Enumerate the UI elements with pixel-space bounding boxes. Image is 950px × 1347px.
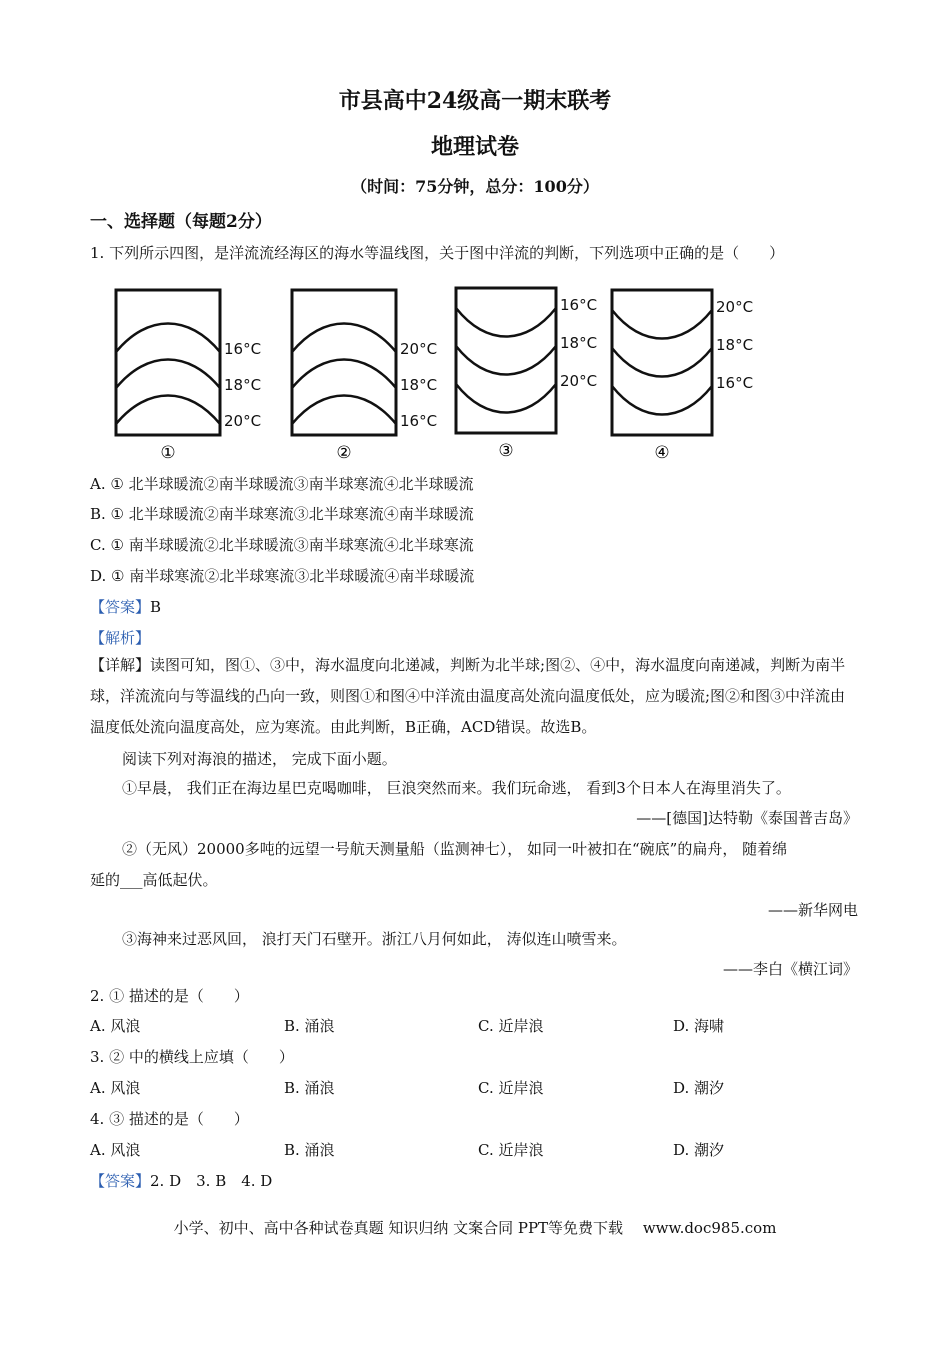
q4-option-a: A. 风浪: [90, 1141, 141, 1159]
figure-frame: [116, 290, 220, 435]
detail-tag: 【详解】: [90, 656, 151, 674]
isotherm-line: [456, 308, 556, 337]
q2-option-c: C. 近岸浪: [478, 1017, 544, 1035]
reading-p1-source: ——[德国]达特勒《泰国普吉岛》: [636, 809, 858, 827]
isotherm-figure-3: [456, 288, 597, 461]
isotherm-figure-1: [116, 290, 261, 462]
isotherm-line: [116, 396, 220, 425]
answer-tag: 【答案】: [90, 1172, 151, 1190]
answer-tag: 【答案】: [90, 598, 151, 616]
isotherm-figures: [110, 282, 770, 462]
temperature-label: 16°C: [716, 374, 754, 392]
q4-stem: 4. ③ 描述的是（ ）: [90, 1110, 249, 1128]
q1-stem: 1. 下列所示四图，是洋流流经海区的海水等温线图，关于图中洋流的判断，下列选项中正确的是（ ）: [90, 244, 785, 262]
q1-option-a: A. ① 北半球暖流②南半球暖流③南半球寒流④北半球暖流: [90, 475, 474, 493]
isotherm-line: [456, 346, 556, 375]
isotherm-line: [456, 384, 556, 413]
figure-number: ③: [498, 441, 514, 461]
answer-value: B: [150, 598, 162, 616]
reading-p2b: 延的___高低起伏。: [90, 871, 218, 889]
q2-option-d: D. 海啸: [673, 1017, 725, 1035]
q2-stem: 2. ① 描述的是（ ）: [90, 987, 249, 1005]
isotherm-line: [292, 324, 396, 353]
exam-meta: （时间：75分钟，总分：100分）: [351, 177, 599, 196]
isotherm-line: [116, 360, 220, 389]
q4-option-b: B. 涌浪: [284, 1141, 335, 1159]
temperature-label: 18°C: [716, 336, 754, 354]
q4-option-c: C. 近岸浪: [478, 1141, 544, 1159]
exam-title: 市县高中24级高一期末联考: [338, 88, 612, 114]
q1-option-d: D. ① 南半球寒流②北半球寒流③北半球暖流④南半球暖流: [90, 567, 475, 585]
isotherm-line: [612, 386, 712, 415]
q1-option-c: C. ① 南半球暖流②北半球暖流③南半球寒流④北半球寒流: [90, 536, 474, 554]
isotherm-figure-4: [612, 290, 753, 462]
temperature-label: 20°C: [560, 372, 598, 390]
q1-detail: [90, 650, 860, 743]
exam-subject: 地理试卷: [430, 134, 519, 160]
isotherm-line: [116, 324, 220, 353]
isotherm-line: [612, 348, 712, 377]
q1-answer: [90, 596, 161, 617]
temperature-label: 20°C: [716, 298, 754, 316]
q2-option-b: B. 涌浪: [284, 1017, 335, 1035]
q1-option-b: B. ① 北半球暖流②南半球寒流③北半球寒流④南半球暖流: [90, 505, 474, 523]
reading-p2a: ②（无风）20000多吨的远望一号航天测量船（监测神七）， 如同一叶被扣在“碗底”的扁舟， 随着绵: [122, 840, 788, 858]
temperature-label: 20°C: [224, 412, 262, 430]
q3-option-d: D. 潮汐: [673, 1079, 725, 1097]
temperature-label: 18°C: [224, 376, 262, 394]
temperature-label: 18°C: [560, 334, 598, 352]
temperature-label: 16°C: [560, 296, 598, 314]
isotherm-line: [292, 396, 396, 425]
q3-option-c: C. 近岸浪: [478, 1079, 544, 1097]
q3-option-b: B. 涌浪: [284, 1079, 335, 1097]
reading-p3: ③海神来过恶风回， 浪打天门石壁开。浙江八月何如此， 涛似连山喷雪来。: [122, 930, 627, 948]
q2-option-a: A. 风浪: [90, 1017, 141, 1035]
figure-number: ④: [654, 443, 670, 462]
reading-p3-source: ——李白《横江词》: [722, 960, 858, 978]
answer-values: 2. D 3. B 4. D: [150, 1172, 273, 1190]
figure-number: ①: [160, 443, 176, 462]
section-heading: 一、选择题（每题2分）: [90, 212, 272, 232]
temperature-label: 18°C: [400, 376, 438, 394]
q4-option-d: D. 潮汐: [673, 1141, 725, 1159]
detail-text: 读图可知，图①、③中，海水温度向北递减，判断为北半球;图②、④中，海水温度向南递减，判断为南半球，洋流流向与等温线的凸向一致，则图①和图④中洋流由温度高处流向温度低处，应为暖流;图②和图③中洋流由温度低处流向温度高处，应为寒流。由此判断，B正确，ACD错误。故选B。: [90, 656, 846, 736]
q3-option-a: A. 风浪: [90, 1079, 141, 1097]
figure-frame: [292, 290, 396, 435]
reading-p2-source: ——新华网电: [767, 901, 858, 919]
page-footer: 小学、初中、高中各种试卷真题 知识归纳 文案合同 PPT等免费下载 www.doc985.com: [173, 1219, 777, 1237]
isotherm-figure-2: [292, 290, 437, 462]
analysis-tag: 【解析】: [90, 629, 151, 647]
temperature-label: 16°C: [224, 340, 262, 358]
isotherm-line: [612, 310, 712, 339]
temperature-label: 20°C: [400, 340, 438, 358]
reading-intro: 阅读下列对海浪的描述， 完成下面小题。: [122, 750, 397, 768]
isotherm-line: [292, 360, 396, 389]
temperature-label: 16°C: [400, 412, 438, 430]
q3-stem: 3. ② 中的横线上应填（ ）: [90, 1048, 294, 1066]
reading-p1: ①早晨， 我们正在海边星巴克喝咖啡， 巨浪突然而来。我们玩命逃， 看到3个日本人在海里消失了。: [122, 779, 791, 797]
figure-number: ②: [336, 443, 352, 462]
answers-2-4: [90, 1170, 272, 1191]
